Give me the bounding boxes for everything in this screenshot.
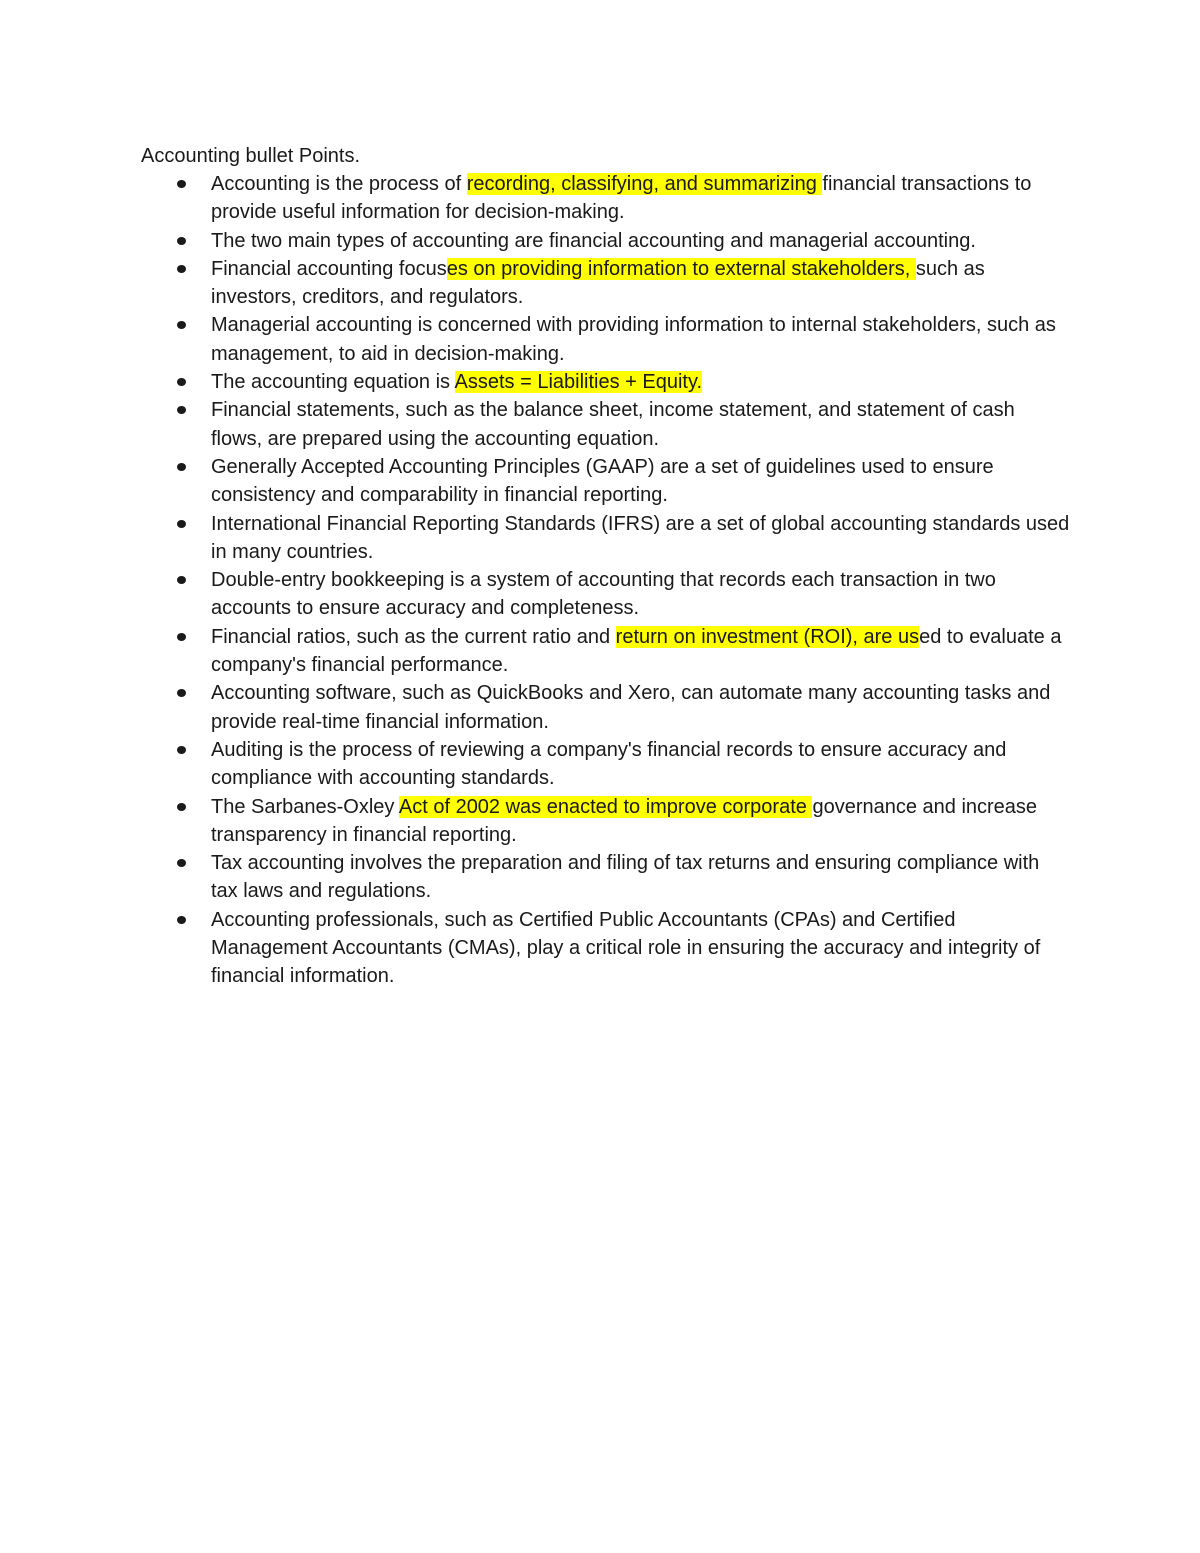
highlighted-text: es on providing information to external stakeholders, xyxy=(446,257,916,280)
bullet-item xyxy=(211,736,1071,793)
bullet-item xyxy=(211,255,1071,312)
bullet-list xyxy=(211,170,1071,991)
bullet-text: Accounting professionals, such as Certified Public Accountants (CPAs) and Certified Management Accountants (CMAs), play a critical role in ensuring the accuracy and integrity of financial information. xyxy=(211,908,1041,988)
bullet-item xyxy=(211,679,1071,736)
bullet-text: such as investors, creditors, and regulators. xyxy=(211,257,985,309)
bullet-dot-icon xyxy=(177,916,186,924)
bullet-item xyxy=(211,227,1071,255)
bullet-dot-icon xyxy=(177,378,186,386)
bullet-dot-icon xyxy=(177,265,186,273)
bullet-item xyxy=(211,396,1071,453)
bullet-item xyxy=(211,368,1071,396)
bullet-dot-icon xyxy=(177,746,186,754)
bullet-text: Double-entry bookkeeping is a system of accounting that records each transaction in two accounts to ensure accuracy and completeness. xyxy=(211,569,996,620)
bullet-dot-icon xyxy=(177,463,186,471)
bullet-text: Tax accounting involves the preparation and filing of tax returns and ensuring compliance with tax laws and regulations. xyxy=(211,852,1040,903)
bullet-text: Accounting software, such as QuickBooks and Xero, can automate many accounting tasks and provide real-time financial information. xyxy=(211,682,1051,733)
bullet-item xyxy=(211,311,1071,368)
bullet-dot-icon xyxy=(177,520,186,528)
bullet-text: The Sarbanes-Oxley xyxy=(211,795,399,818)
bullet-item xyxy=(211,906,1071,991)
bullet-text: The two main types of accounting are financial accounting and managerial accounting. xyxy=(211,229,976,252)
bullet-item xyxy=(211,793,1071,850)
bullet-dot-icon xyxy=(177,576,186,584)
bullet-text: Financial ratios, such as the current ratio and xyxy=(211,625,616,648)
bullet-text: ed to evaluate a company's financial performance. xyxy=(211,625,1062,677)
bullet-dot-icon xyxy=(177,859,186,867)
highlighted-text: Assets = Liabilities + Equity. xyxy=(454,371,703,394)
bullet-text: Generally Accepted Accounting Principles (GAAP) are a set of guidelines used to ensure consistency and comparability in financial reporting. xyxy=(211,455,994,507)
bullet-text: Managerial accounting is concerned with providing information to internal stakeholders, such as management, to aid in decision-making. xyxy=(211,314,1056,365)
bullet-dot-icon xyxy=(177,406,186,414)
bullet-item xyxy=(211,849,1071,906)
bullet-text: Auditing is the process of reviewing a company's financial records to ensure accuracy and compliance with accounting standards. xyxy=(211,738,1007,790)
bullet-dot-icon xyxy=(177,237,186,245)
bullet-dot-icon xyxy=(177,689,186,697)
bullet-text: Financial accounting focus xyxy=(211,257,447,280)
bullet-item xyxy=(211,453,1071,510)
highlighted-text: recording, classifying, and summarizing xyxy=(466,173,823,195)
bullet-dot-icon xyxy=(177,803,186,811)
bullet-text: The accounting equation is xyxy=(211,371,455,394)
bullet-dot-icon xyxy=(177,180,186,188)
bullet-item xyxy=(211,170,1071,227)
bullet-item xyxy=(211,623,1071,680)
bullet-dot-icon xyxy=(177,633,186,641)
bullet-text: governance and increase transparency in financial reporting. xyxy=(211,795,1038,846)
bullet-item xyxy=(211,566,1071,623)
bullet-text: Accounting is the process of xyxy=(211,173,467,195)
highlighted-text: Act of 2002 was enacted to improve corporate xyxy=(398,795,813,818)
document-title: Accounting bullet Points. xyxy=(141,145,361,167)
bullet-dot-icon xyxy=(177,321,186,329)
highlighted-text: return on investment (ROI), are us xyxy=(615,625,920,648)
bullet-text: Financial statements, such as the balance sheet, income statement, and statement of cash flows, are prepared using the accounting equation. xyxy=(211,399,1015,450)
bullet-text: International Financial Reporting Standards (IFRS) are a set of global accounting standards used in many countries. xyxy=(211,512,1070,563)
bullet-item xyxy=(211,510,1071,567)
bullet-text: financial transactions to provide useful information for decision-making. xyxy=(211,173,1032,224)
